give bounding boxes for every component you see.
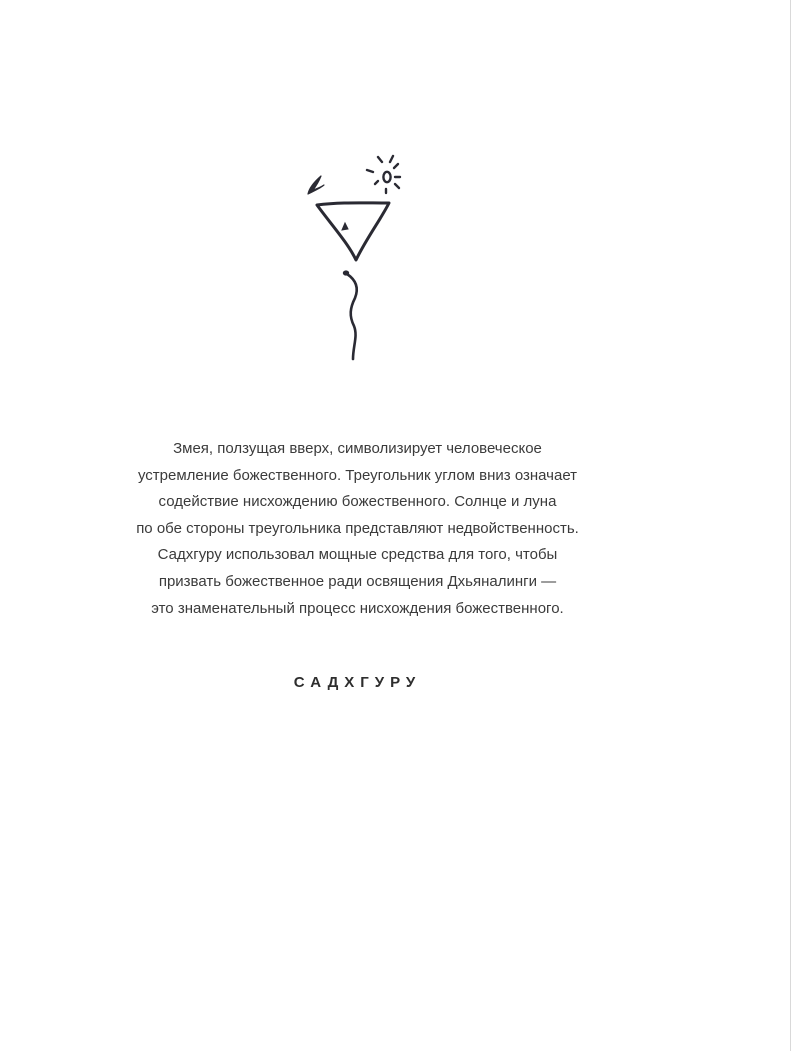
- quote-line: это знаменательный процесс нисхождения божественного.: [151, 599, 564, 617]
- quote-line: устремление божественного. Треугольник углом вниз означает: [137, 466, 578, 484]
- quote-line: Змея, ползущая вверх, символизирует человеческое: [173, 440, 542, 457]
- quote-line: по обе стороны треугольника представляют недвойственность.: [136, 519, 579, 537]
- inverted-triangle-icon: [317, 203, 389, 260]
- quote-line: содействие нисхождению божественного. Солнце и луна: [158, 493, 557, 511]
- quote-text: [60, 436, 655, 622]
- quote-line: призвать божественное ради освящения Дхьяналинги —: [158, 572, 557, 590]
- serpent-icon: [343, 270, 357, 359]
- sun-icon: [367, 156, 400, 193]
- author-signature: САДХГУРУ: [293, 674, 422, 691]
- crescent-moon-icon: [308, 176, 324, 194]
- quote-line: Садхгуру использовал мощные средства для того, чтобы: [157, 546, 558, 564]
- dhyanalinga-symbol-icon: [300, 148, 420, 368]
